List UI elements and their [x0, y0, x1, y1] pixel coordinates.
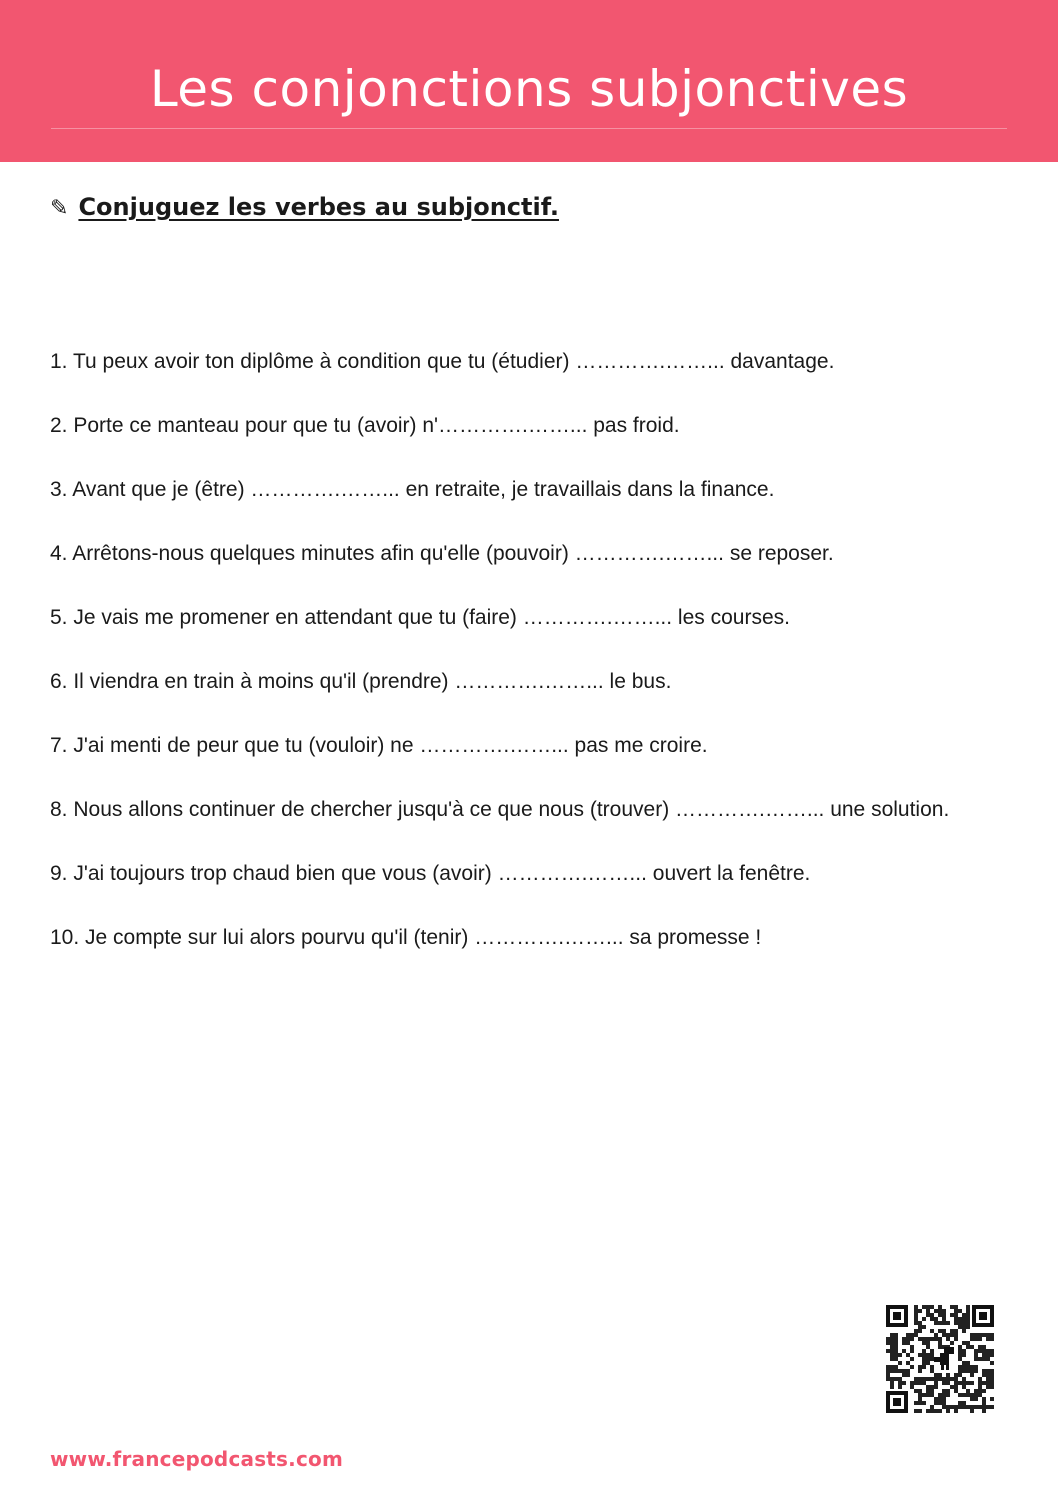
exercise-list	[50, 340, 970, 980]
exercise-item: 3. Avant que je (être) ………….……... en retraite, je travaillais dans la finance.	[50, 478, 775, 501]
page-title: Les conjonctions subjonctives	[149, 60, 909, 118]
exercise-item: 2. Porte ce manteau pour que tu (avoir) n'………….……... pas froid.	[50, 414, 680, 437]
qr-code-icon[interactable]	[884, 1303, 996, 1415]
exercise-item: 8. Nous allons continuer de chercher jusqu'à ce que nous (trouver) ………….……... une solution.	[50, 798, 950, 821]
exercise-item: 10. Je compte sur lui alors pourvu qu'il (tenir) ………….……... sa promesse !	[50, 926, 762, 949]
instruction	[50, 190, 559, 226]
exercise-item: 4. Arrêtons-nous quelques minutes afin qu'elle (pouvoir) ………….……... se reposer.	[50, 542, 834, 565]
exercise-item: 7. J'ai menti de peur que tu (vouloir) ne ………….……... pas me croire.	[50, 734, 708, 757]
exercise-item: 5. Je vais me promener en attendant que tu (faire) ………….……... les courses.	[50, 606, 790, 629]
header-divider	[51, 128, 1007, 129]
footer-website-link[interactable]: www.francepodcasts.com	[50, 1447, 343, 1471]
pencil-icon: ✎	[50, 196, 69, 221]
instruction-text: Conjuguez les verbes au subjonctif.	[78, 193, 559, 221]
exercise-item: 6. Il viendra en train à moins qu'il (prendre) ………….……... le bus.	[50, 670, 672, 693]
exercise-item: 9. J'ai toujours trop chaud bien que vous (avoir) ………….……... ouvert la fenêtre.	[50, 862, 811, 885]
header-banner	[0, 0, 1058, 162]
exercise-item: 1. Tu peux avoir ton diplôme à condition que tu (étudier) ………….……... davantage.	[50, 350, 835, 373]
